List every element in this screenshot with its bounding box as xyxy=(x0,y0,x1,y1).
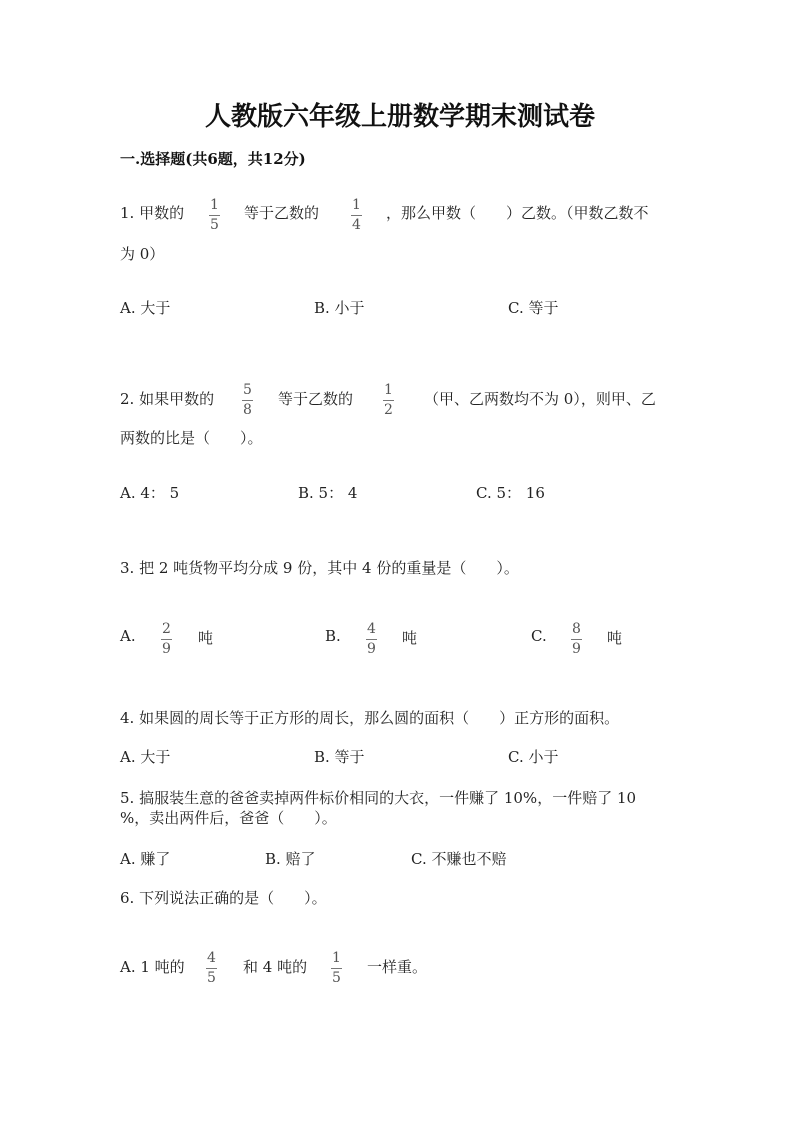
fraction-denominator: 5 xyxy=(207,970,216,986)
q4-text: 4. 如果圆的周长等于正方形的周长，那么圆的面积（ ）正方形的面积。 xyxy=(120,709,620,727)
fraction-numerator: 1 xyxy=(210,197,219,213)
q3-option-a-label[interactable]: A. xyxy=(120,627,136,645)
q1-text-d: 为 0） xyxy=(120,245,165,263)
q4-option-c[interactable]: C. 小于 xyxy=(508,748,559,766)
fraction-bar xyxy=(209,215,220,216)
q1-text-a: 1. 甲数的 xyxy=(120,204,185,222)
fraction-denominator: 5 xyxy=(332,970,341,986)
q2-text-a: 2. 如果甲数的 xyxy=(120,390,215,408)
fraction-numerator: 1 xyxy=(384,382,393,398)
q2-option-b[interactable]: B. 5： 4 xyxy=(298,484,358,502)
q3-text: 3. 把 2 吨货物平均分成 9 份，其中 4 份的重量是（ ）。 xyxy=(120,559,519,577)
q1-text-b: 等于乙数的 xyxy=(244,204,320,222)
fraction-numerator: 4 xyxy=(367,621,376,637)
fraction-bar xyxy=(571,639,582,640)
fraction-denominator: 5 xyxy=(210,217,219,233)
q3-option-a-unit: 吨 xyxy=(198,629,214,647)
q6-text: 6. 下列说法正确的是（ ）。 xyxy=(120,889,327,907)
fraction-numerator: 4 xyxy=(207,950,216,966)
fraction-denominator: 8 xyxy=(243,402,252,418)
fraction-bar xyxy=(206,968,217,969)
q6-option-a-fraction-2 xyxy=(331,950,342,987)
q5-text-a: 5. 搞服装生意的爸爸卖掉两件标价相同的大衣，一件赚了 10%，一件赔了 10 xyxy=(120,789,637,807)
section-heading: 一.选择题(共6题，共12分) xyxy=(120,150,306,168)
q5-text-b: %，卖出两件后，爸爸（ ）。 xyxy=(120,809,337,827)
q3-option-b-fraction xyxy=(366,621,377,658)
fraction-bar xyxy=(161,639,172,640)
q1-option-b[interactable]: B. 小于 xyxy=(314,299,365,317)
q4-option-b[interactable]: B. 等于 xyxy=(314,748,365,766)
q4-option-a[interactable]: A. 大于 xyxy=(120,748,171,766)
q3-option-b-unit: 吨 xyxy=(402,629,418,647)
q5-option-c[interactable]: C. 不赚也不赔 xyxy=(411,850,507,868)
q3-option-b-label[interactable]: B. xyxy=(325,627,341,645)
q2-fraction-1 xyxy=(242,382,253,419)
fraction-denominator: 2 xyxy=(384,402,393,418)
q6-option-a-fraction-1 xyxy=(206,950,217,987)
fraction-denominator: 9 xyxy=(162,641,171,657)
q1-fraction-1 xyxy=(209,197,220,234)
q1-option-c[interactable]: C. 等于 xyxy=(508,299,559,317)
q3-option-a-fraction xyxy=(161,621,172,658)
q5-option-a[interactable]: A. 赚了 xyxy=(120,850,171,868)
fraction-numerator: 1 xyxy=(332,950,341,966)
q2-text-c: （甲、乙两数均不为 0），则甲、乙 xyxy=(424,390,656,408)
fraction-bar xyxy=(242,400,253,401)
fraction-bar xyxy=(383,400,394,401)
q3-option-c-unit: 吨 xyxy=(607,629,623,647)
q6-option-a-text-c: 一样重。 xyxy=(367,958,428,976)
q3-option-c-label[interactable]: C. xyxy=(531,627,547,645)
q2-text-d: 两数的比是（ ）。 xyxy=(120,429,263,447)
fraction-numerator: 8 xyxy=(572,621,581,637)
q6-option-a-text-a[interactable]: A. 1 吨的 xyxy=(120,958,185,976)
q1-text-c: ，那么甲数（ ）乙数。（甲数乙数不 xyxy=(386,204,649,222)
page-title: 人教版六年级上册数学期末测试卷 xyxy=(204,102,595,132)
q2-option-c[interactable]: C. 5： 16 xyxy=(476,484,545,502)
q2-option-a[interactable]: A. 4： 5 xyxy=(120,484,180,502)
q3-option-c-fraction xyxy=(571,621,582,658)
q2-fraction-2 xyxy=(383,382,394,419)
fraction-numerator: 5 xyxy=(243,382,252,398)
q1-fraction-2 xyxy=(351,197,362,234)
fraction-denominator: 9 xyxy=(367,641,376,657)
fraction-bar xyxy=(366,639,377,640)
q2-text-b: 等于乙数的 xyxy=(278,390,354,408)
fraction-numerator: 2 xyxy=(162,621,171,637)
fraction-denominator: 9 xyxy=(572,641,581,657)
fraction-denominator: 4 xyxy=(352,217,361,233)
fraction-numerator: 1 xyxy=(352,197,361,213)
fraction-bar xyxy=(351,215,362,216)
q5-option-b[interactable]: B. 赔了 xyxy=(265,850,316,868)
q1-option-a[interactable]: A. 大于 xyxy=(120,299,171,317)
q6-option-a-text-b: 和 4 吨的 xyxy=(243,958,308,976)
fraction-bar xyxy=(331,968,342,969)
